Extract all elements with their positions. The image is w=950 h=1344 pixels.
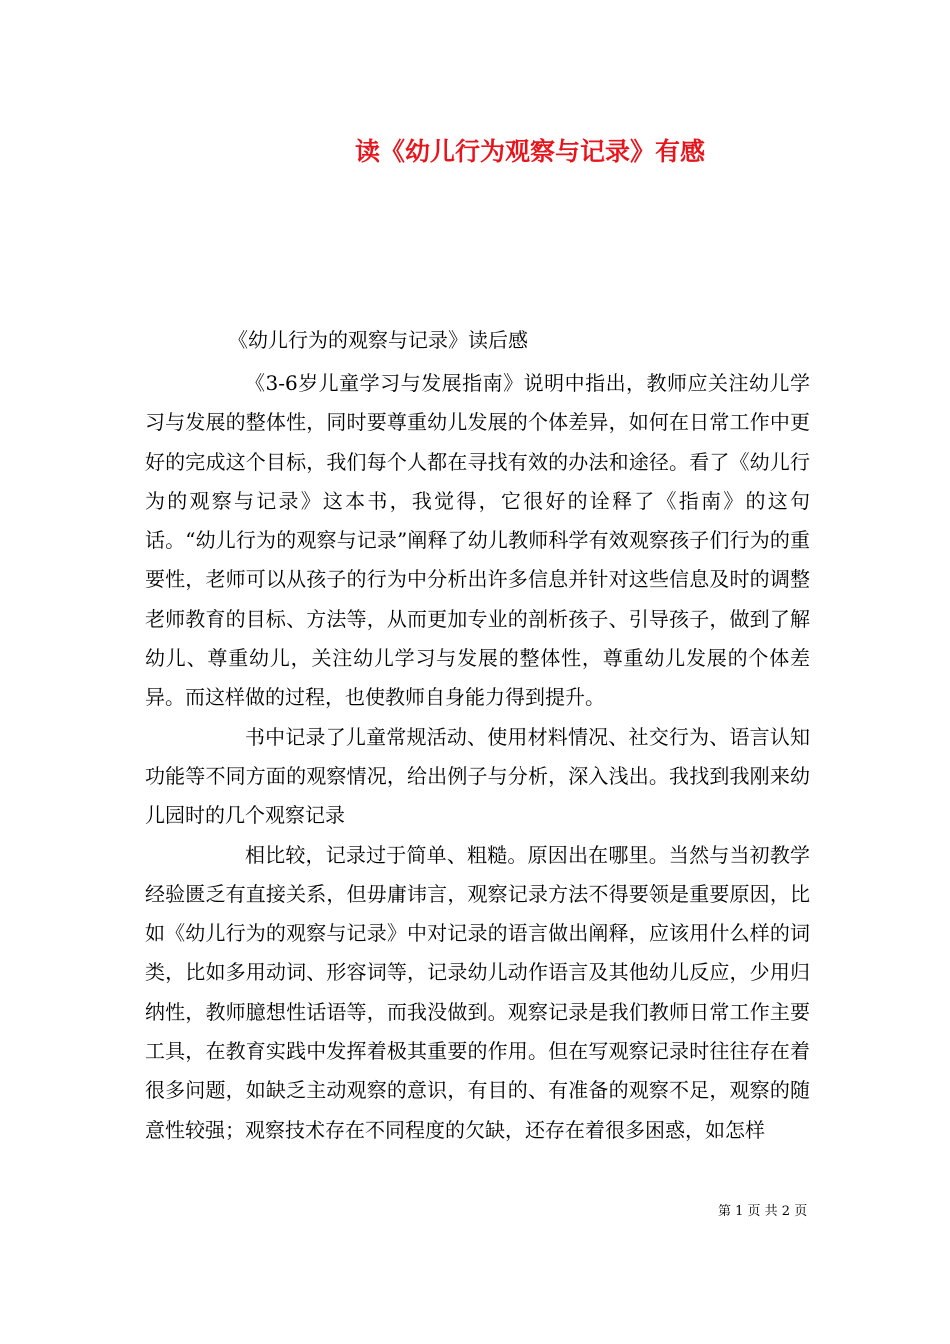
page-footer: 第 1 页 共 2 页 (718, 1204, 808, 1219)
document-title: 读《幼儿行为观察与记录》有感 (354, 137, 705, 166)
body-paragraph-2: 书中记录了儿童常规活动、使用材料情况、社交行为、语言认知功能等不同方面的观察情况，给出例子与分析，深入浅出。我找到我刚来幼儿园时的几个观察记录 (145, 724, 810, 828)
document-body (145, 364, 810, 1150)
body-paragraph-1: 《3-6岁儿童学习与发展指南》说明中指出，教师应关注幼儿学习与发展的整体性，同时要尊重幼儿发展的个体差异，如何在日常工作中更好的完成这个目标，我们每个人都在寻找有效的办法和途径。看了《幼儿行为的观察与记录》这本书，我觉得，它很好的诠释了《指南》的这句话。“幼儿行为的观察与记录”阐释了幼儿教师科学有效观察孩子们行为的重要性，老师可以从孩子的行为中分析出许多信息并针对这些信息及时的调整老师教育的目标、方法等，从而更加专业的剖析孩子、引导孩子，做到了解幼儿、尊重幼儿，关注幼儿学习与发展的整体性，尊重幼儿发展的个体差异。而这样做的过程，也使教师自身能力得到提升。 (145, 371, 810, 710)
document-subtitle: 《幼儿行为的观察与记录》读后感 (228, 328, 528, 352)
body-paragraph-3: 相比较，记录过于简单、粗糙。原因出在哪里。当然与当初教学经验匮乏有直接关系，但毋庸讳言，观察记录方法不得要领是重要原因，比如《幼儿行为的观察与记录》中对记录的语言做出阐释，应该用什么样的词类，比如多用动词、形容词等，记录幼儿动作语言及其他幼儿反应，少用归纳性，教师臆想性话语等，而我没做到。观察记录是我们教师日常工作主要工具，在教育实践中发挥着极其重要的作用。但在写观察记录时往往存在着很多问题，如缺乏主动观察的意识，有目的、有准备的观察不足，观察的随意性较强；观察技术存在不同程度的欠缺，还存在着很多困惑，如怎样 (145, 842, 810, 1142)
